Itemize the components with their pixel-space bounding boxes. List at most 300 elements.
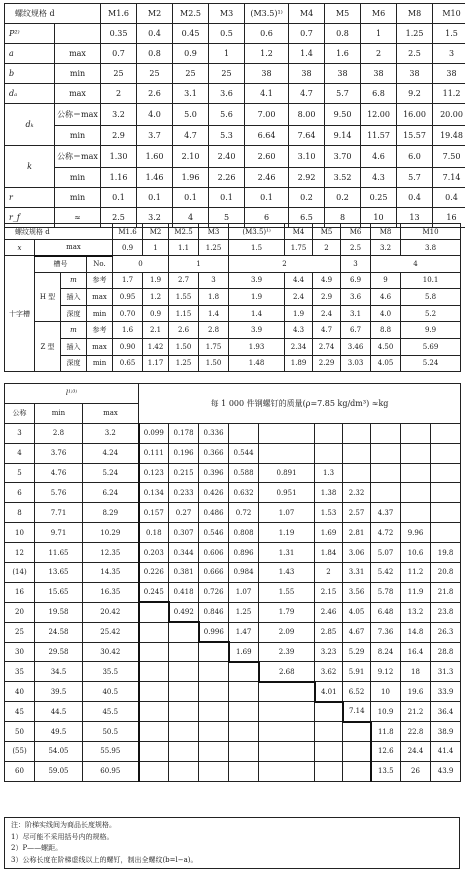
value-cell: 6.5 — [289, 208, 325, 228]
value-cell: 9 — [371, 272, 401, 289]
mass-value — [259, 742, 315, 762]
mass-header: 每 1 000 件钢螺钉的质量(ρ=7.85 kg/dm³) ≈kg — [139, 384, 461, 424]
min-length: 34.5 — [35, 662, 83, 682]
value-cell: 2 — [361, 44, 397, 64]
header-cell: M2 — [137, 4, 173, 24]
value-cell: 16.00 — [397, 104, 433, 126]
ref-label: 参考 — [87, 272, 113, 289]
value-cell: 0.5 — [209, 24, 245, 44]
mass-value: 4.72 — [371, 523, 401, 543]
mass-value: 1.55 — [259, 582, 315, 602]
value-cell: 0.8 — [137, 44, 173, 64]
slot-no-label: No. — [87, 256, 113, 273]
mass-value — [371, 463, 401, 483]
value-cell: 0.7 — [289, 24, 325, 44]
mass-value: 38.9 — [431, 722, 461, 742]
mass-value: 0.896 — [229, 543, 259, 563]
subscript-cell: min — [55, 126, 101, 146]
mass-value: 0.632 — [229, 483, 259, 503]
mass-value — [199, 702, 229, 722]
value-cell: 2.26 — [209, 168, 245, 188]
mass-value — [229, 742, 259, 762]
table-row — [5, 272, 461, 289]
value-cell: 5.69 — [401, 338, 461, 355]
mass-value: 22.8 — [401, 722, 431, 742]
mass-value: 5.78 — [371, 582, 401, 602]
max-length: 30.42 — [83, 642, 139, 662]
value-cell: 3.2 — [371, 240, 401, 256]
nominal-length: 12 — [5, 543, 35, 563]
mass-value: 0.157 — [139, 503, 169, 523]
value-cell: 10 — [361, 208, 397, 228]
value-cell: 19.48 — [433, 126, 465, 146]
mass-value: 1.47 — [229, 622, 259, 642]
mass-value — [259, 682, 315, 702]
table-row — [5, 463, 461, 483]
mass-value: 10.9 — [371, 702, 401, 722]
mass-value — [343, 443, 371, 463]
max-length: 12.35 — [83, 543, 139, 563]
value-cell: 5.2 — [401, 305, 461, 322]
mass-value: 0.226 — [139, 563, 169, 583]
mass-value: 1.69 — [229, 642, 259, 662]
nominal-length: 10 — [5, 523, 35, 543]
max-length: 8.29 — [83, 503, 139, 523]
value-cell: 38 — [289, 64, 325, 84]
mass-value: 10.6 — [401, 543, 431, 563]
value-cell: 1.4 — [289, 44, 325, 64]
min-label: min — [87, 355, 113, 372]
table-row — [5, 322, 461, 339]
table-row — [5, 146, 465, 168]
mass-value: 2.68 — [259, 662, 315, 682]
table-row — [5, 126, 465, 146]
note-line: 3）公称长度在阶梯虚线以上的螺钉，制出全螺纹(b=l−a)。 — [11, 855, 198, 864]
value-cell: 15.57 — [397, 126, 433, 146]
mass-value — [371, 423, 401, 443]
min-length: 19.58 — [35, 602, 83, 622]
mass-value: 0.492 — [169, 602, 199, 622]
table-row — [5, 543, 461, 563]
value-cell: 1.16 — [101, 168, 137, 188]
mass-value: 19.8 — [431, 543, 461, 563]
mass-value — [199, 742, 229, 762]
max-length: 50.5 — [83, 722, 139, 742]
value-cell: 3.10 — [289, 146, 325, 168]
mass-value: 26.3 — [431, 622, 461, 642]
mass-value — [229, 761, 259, 781]
value-cell: 6.8 — [361, 84, 397, 104]
value-cell: 25 — [137, 64, 173, 84]
value-cell: 0.45 — [173, 24, 209, 44]
nominal-length: 6 — [5, 483, 35, 503]
mass-value: 0.307 — [169, 523, 199, 543]
mass-value: 21.8 — [431, 582, 461, 602]
table-row — [5, 582, 461, 602]
value-cell: 1.9 — [229, 289, 285, 306]
note-line: 注：阶梯实线间为商品长度规格。 — [11, 821, 116, 829]
header-cell: M4 — [285, 224, 313, 240]
header-cell: M5 — [325, 4, 361, 24]
value-cell: 3.1 — [173, 84, 209, 104]
mass-value: 20.8 — [431, 563, 461, 583]
mass-value: 7.36 — [371, 622, 401, 642]
value-cell: 4.3 — [285, 322, 313, 339]
nominal-length: 3 — [5, 423, 35, 443]
mass-value — [343, 761, 371, 781]
mass-value: 9.96 — [401, 523, 431, 543]
table-row — [5, 682, 461, 702]
value-cell: 5.24 — [401, 355, 461, 372]
max-length: 5.24 — [83, 463, 139, 483]
mass-value — [371, 483, 401, 503]
value-cell: 0.90 — [113, 338, 143, 355]
value-cell: 2.1 — [143, 322, 169, 339]
mass-value: 0.588 — [229, 463, 259, 483]
value-cell: 3.2 — [101, 104, 137, 126]
header-cell: 螺纹规格 d — [5, 224, 113, 240]
mass-value: 1.43 — [259, 563, 315, 583]
value-cell: 7.50 — [433, 146, 465, 168]
min-length: 49.5 — [35, 722, 83, 742]
value-cell: 2.46 — [245, 168, 289, 188]
value-cell: 4.50 — [371, 338, 401, 355]
mass-value: 18 — [401, 662, 431, 682]
max-length: 60.95 — [83, 761, 139, 781]
slot-value: 4 — [371, 256, 461, 273]
header-cell: M6 — [361, 4, 397, 24]
max-length: 4.24 — [83, 443, 139, 463]
subscript-cell: min — [55, 188, 101, 208]
mass-value: 7.14 — [343, 702, 371, 722]
min-length: 9.71 — [35, 523, 83, 543]
value-cell: 6.9 — [341, 272, 371, 289]
mass-value: 0.111 — [139, 443, 169, 463]
mass-value — [259, 423, 315, 443]
cross-recess-label: 十字槽 — [5, 256, 35, 372]
mass-value: 2.32 — [343, 483, 371, 503]
value-cell: 3.7 — [137, 126, 173, 146]
max-length: 3.2 — [83, 423, 139, 443]
mass-value: 13.2 — [401, 602, 431, 622]
mass-value — [139, 642, 169, 662]
value-cell: 4.7 — [289, 84, 325, 104]
mass-value: 3.56 — [343, 582, 371, 602]
value-cell: 0.2 — [325, 188, 361, 208]
subscript-cell: 公称＝max — [55, 146, 101, 168]
table-row — [5, 642, 461, 662]
max-length: 20.42 — [83, 602, 139, 622]
mass-value: 3.31 — [343, 563, 371, 583]
mass-value — [401, 423, 431, 443]
table-row — [5, 289, 461, 306]
max-label: max — [83, 403, 139, 423]
value-cell: 7.14 — [433, 168, 465, 188]
value-cell: 2.7 — [169, 272, 199, 289]
depth-label: 深度 — [61, 305, 87, 322]
symbol-cell: r — [5, 188, 55, 208]
value-cell: 6.0 — [397, 146, 433, 168]
mass-value — [259, 443, 315, 463]
mass-value — [343, 742, 371, 762]
value-cell: 1.50 — [169, 338, 199, 355]
table-row — [5, 305, 461, 322]
value-cell: 1 — [143, 240, 169, 256]
mass-value — [139, 662, 169, 682]
dimension-table — [4, 3, 465, 228]
value-cell: 2.9 — [101, 126, 137, 146]
value-cell: 1 — [209, 44, 245, 64]
max-length: 6.24 — [83, 483, 139, 503]
max-length: 25.42 — [83, 622, 139, 642]
slot-value: 3 — [341, 256, 371, 273]
mass-value: 26 — [401, 761, 431, 781]
mass-value — [229, 722, 259, 742]
subscript-cell — [55, 24, 101, 44]
mass-value: 0.203 — [139, 543, 169, 563]
mass-value: 0.808 — [229, 523, 259, 543]
mass-value: 0.418 — [169, 582, 199, 602]
mass-value: 0.996 — [199, 622, 229, 642]
value-cell: 1.9 — [143, 272, 169, 289]
nominal-length: 50 — [5, 722, 35, 742]
min-length: 3.76 — [35, 443, 83, 463]
value-cell: 0.9 — [113, 240, 143, 256]
header-cell: M4 — [289, 4, 325, 24]
mass-value: 9.12 — [371, 662, 401, 682]
value-cell: 0.7 — [101, 44, 137, 64]
value-cell: 1.7 — [113, 272, 143, 289]
table-row — [5, 483, 461, 503]
value-cell: 6.64 — [245, 126, 289, 146]
value-cell: 1.50 — [199, 355, 229, 372]
value-cell: 1.15 — [169, 305, 199, 322]
mass-value — [401, 463, 431, 483]
table-row — [5, 240, 461, 256]
mass-value: 0.134 — [139, 483, 169, 503]
mass-value: 36.4 — [431, 702, 461, 722]
m-label: m — [61, 272, 87, 289]
value-cell: 1.25 — [169, 355, 199, 372]
value-cell: 1.1 — [169, 240, 199, 256]
mass-value: 2.81 — [343, 523, 371, 543]
value-cell: 5.7 — [397, 168, 433, 188]
header-cell: M1.6 — [101, 4, 137, 24]
slot-value: 1 — [169, 256, 229, 273]
value-cell: 0.1 — [209, 188, 245, 208]
mass-value: 6.48 — [371, 602, 401, 622]
mass-value — [169, 761, 199, 781]
header-cell: M2 — [143, 224, 169, 240]
table-row — [5, 503, 461, 523]
value-cell: 1.93 — [229, 338, 285, 355]
table-row — [5, 256, 461, 273]
max-length: 55.95 — [83, 742, 139, 762]
value-cell: 5.3 — [209, 126, 245, 146]
table-row — [5, 622, 461, 642]
table-row — [5, 742, 461, 762]
mass-value — [315, 702, 343, 722]
min-length: 2.8 — [35, 423, 83, 443]
value-cell: 4.1 — [245, 84, 289, 104]
value-cell: 1.48 — [229, 355, 285, 372]
mass-value: 0.72 — [229, 503, 259, 523]
value-cell: 38 — [245, 64, 289, 84]
note-line: 2）P——螺距。 — [11, 844, 63, 852]
mass-value — [139, 742, 169, 762]
value-cell: 3 — [199, 272, 229, 289]
mass-value: 0.984 — [229, 563, 259, 583]
mass-value: 3.06 — [343, 543, 371, 563]
nominal-length: 8 — [5, 503, 35, 523]
value-cell: 0.4 — [397, 188, 433, 208]
max-label: max — [87, 338, 113, 355]
value-cell: 2.74 — [313, 338, 341, 355]
mass-value: 5.91 — [343, 662, 371, 682]
value-cell: 7.64 — [289, 126, 325, 146]
mass-value: 5.07 — [371, 543, 401, 563]
mass-value: 0.123 — [139, 463, 169, 483]
value-cell: 2.60 — [245, 146, 289, 168]
table-row — [5, 662, 461, 682]
mass-value — [139, 702, 169, 722]
mass-value — [315, 722, 343, 742]
max-length: 16.35 — [83, 582, 139, 602]
mass-value: 0.951 — [259, 483, 315, 503]
nominal-length: 40 — [5, 682, 35, 702]
mass-value: 0.27 — [169, 503, 199, 523]
value-cell: 9.9 — [401, 322, 461, 339]
nominal-label: 公称 — [5, 403, 35, 423]
notes — [4, 817, 460, 869]
table-row — [5, 224, 461, 240]
mass-value: 0.381 — [169, 563, 199, 583]
header-cell: M3 — [199, 224, 229, 240]
mass-value — [169, 662, 199, 682]
mass-value: 33.9 — [431, 682, 461, 702]
mass-value: 0.891 — [259, 463, 315, 483]
mass-value — [259, 761, 315, 781]
value-cell: 25 — [209, 64, 245, 84]
value-cell: 4.05 — [371, 355, 401, 372]
note-line: 1）尽可能不采用括号内的规格。 — [11, 832, 114, 841]
value-cell: 2.92 — [289, 168, 325, 188]
table-row — [5, 64, 465, 84]
symbol-cell: a — [5, 44, 55, 64]
table-row — [5, 602, 461, 622]
min-length: 59.05 — [35, 761, 83, 781]
value-cell: 2.4 — [313, 305, 341, 322]
value-cell: 8.8 — [371, 322, 401, 339]
value-cell: 11.57 — [361, 126, 397, 146]
value-cell: 4.6 — [371, 289, 401, 306]
mass-value: 5.29 — [343, 642, 371, 662]
mass-value: 0.196 — [169, 443, 199, 463]
mass-value: 1.69 — [315, 523, 343, 543]
mass-value — [343, 423, 371, 443]
header-cell: M6 — [341, 224, 371, 240]
max-length: 45.5 — [83, 702, 139, 722]
mass-value: 0.426 — [199, 483, 229, 503]
value-cell: 16 — [433, 208, 465, 228]
mass-value — [431, 443, 461, 463]
header-cell: (M3.5)¹⁾ — [229, 224, 285, 240]
nominal-length: 45 — [5, 702, 35, 722]
mass-value — [431, 523, 461, 543]
header-cell: M2.5 — [173, 4, 209, 24]
nominal-length: 25 — [5, 622, 35, 642]
min-label: min — [35, 403, 83, 423]
mass-value: 0.726 — [199, 582, 229, 602]
header-cell: M8 — [397, 4, 433, 24]
table-row — [5, 722, 461, 742]
value-cell: 0.4 — [137, 24, 173, 44]
value-cell: 1.8 — [199, 289, 229, 306]
nominal-length: 5 — [5, 463, 35, 483]
symbol-cell: r_f — [5, 208, 55, 228]
value-cell: 9.14 — [325, 126, 361, 146]
mass-value: 12.6 — [371, 742, 401, 762]
mass-value — [169, 742, 199, 762]
value-cell: 1.4 — [229, 305, 285, 322]
mass-value: 19.6 — [401, 682, 431, 702]
table-row — [5, 44, 465, 64]
value-cell: 1.46 — [137, 168, 173, 188]
mass-value — [229, 702, 259, 722]
mass-value — [139, 622, 169, 642]
value-cell: 1.42 — [143, 338, 169, 355]
value-cell: 2.9 — [313, 289, 341, 306]
value-cell: 1 — [361, 24, 397, 44]
mass-value — [169, 682, 199, 702]
mass-value: 11.8 — [371, 722, 401, 742]
value-cell: 25 — [101, 64, 137, 84]
insert-label: 插入 — [61, 289, 87, 306]
min-length: 4.76 — [35, 463, 83, 483]
value-cell: 8 — [325, 208, 361, 228]
mass-value — [229, 423, 259, 443]
mass-value — [199, 761, 229, 781]
mass-value — [169, 722, 199, 742]
value-cell: 2.4 — [285, 289, 313, 306]
value-cell: 6 — [245, 208, 289, 228]
nominal-length: 35 — [5, 662, 35, 682]
header-cell: 螺纹规格 d — [5, 4, 101, 24]
value-cell: 4.3 — [361, 168, 397, 188]
value-cell: 0.1 — [137, 188, 173, 208]
mass-value: 0.099 — [139, 423, 169, 443]
value-cell: 1.30 — [101, 146, 137, 168]
value-cell: 3.6 — [341, 289, 371, 306]
value-cell: 2.34 — [285, 338, 313, 355]
mass-value: 11.9 — [401, 582, 431, 602]
max-length: 40.5 — [83, 682, 139, 702]
value-cell: 25 — [173, 64, 209, 84]
mass-value: 31.3 — [431, 662, 461, 682]
value-cell: 1.9 — [285, 305, 313, 322]
value-cell: 1.89 — [285, 355, 313, 372]
table-row — [5, 523, 461, 543]
mass-value — [371, 443, 401, 463]
mass-value — [169, 702, 199, 722]
mass-value: 0.344 — [169, 543, 199, 563]
mass-value: 0.178 — [169, 423, 199, 443]
symbol-cell: dₖ — [5, 104, 55, 146]
value-cell: 1.25 — [199, 240, 229, 256]
subscript-cell: max — [55, 84, 101, 104]
value-cell: 3.9 — [229, 272, 285, 289]
slot-value: 2 — [229, 256, 341, 273]
